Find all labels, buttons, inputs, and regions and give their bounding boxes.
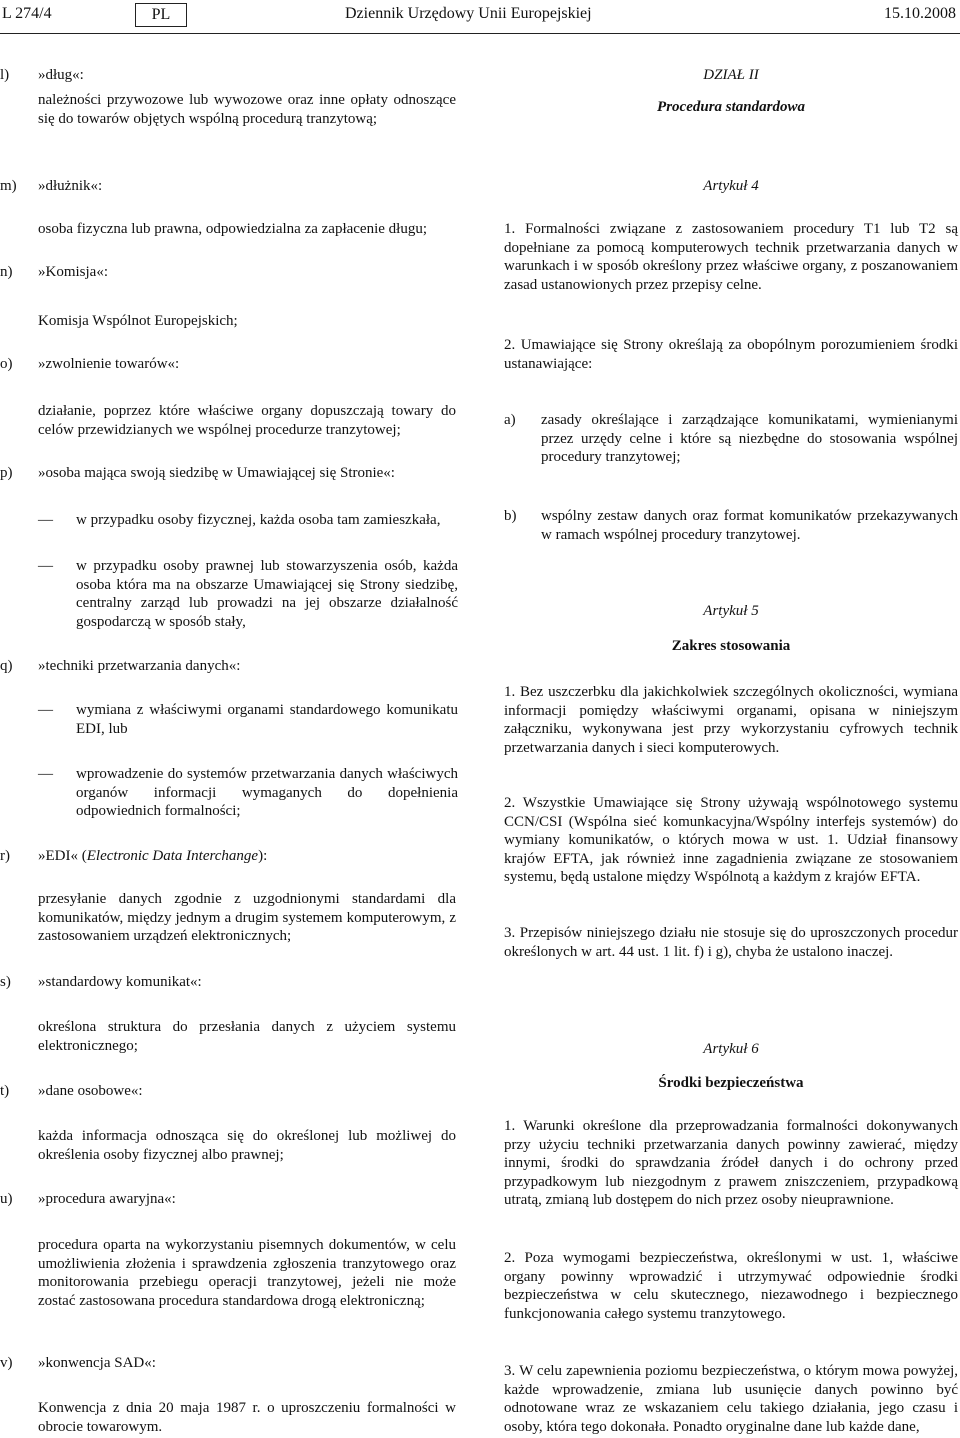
article-4-heading: Artykuł 4 xyxy=(703,178,759,194)
definition-letter: n) xyxy=(0,264,13,280)
article-6-heading: Artykuł 6 xyxy=(703,1041,759,1057)
definition-letter: r) xyxy=(0,848,10,864)
item-text: zasady określające i zarządzające komunikatami, wymienianymi przez urzędy celne i które są niezbędne do stosowania wspólnej procedury tranzytowej; xyxy=(541,412,958,465)
definition-term-u xyxy=(0,1190,460,1210)
definition-term-text: »zwolnienie towarów«: xyxy=(38,356,180,372)
section-title: Procedura standardowa xyxy=(657,99,805,115)
definition-body-l: należności przywozowe lub wywozowe oraz inne opłaty odnoszące się do towarów objętych wspólną procedurą tranzytową; xyxy=(38,92,456,127)
definition-letter: t) xyxy=(0,1083,10,1099)
definition-term-text: »procedura awaryjna«: xyxy=(38,1191,176,1207)
em-dash: — xyxy=(38,512,53,528)
article-6-paragraph-1: 1. Warunki określone dla przeprowadzania formalności dokonywanych przy użyciu techniki przetwarzania danych powinny zawierać, między innymi, środki do sprawdzania źródeł danych i do ochrony przed przypadkowym lub niezgodnym z prawem zniszczeniem, przypadkową utratą, zmianą lub dostępem do nich przez osoby nieuprawnione. xyxy=(504,1118,958,1208)
definition-letter: o) xyxy=(0,356,13,372)
em-dash: — xyxy=(38,702,53,718)
definition-term-r xyxy=(0,847,460,867)
definition-body-o: działanie, poprzez które właściwe organy dopuszczają towary do celów przewidzianych we wspólnej procedurze tranzytowej; xyxy=(38,403,456,438)
definition-term-q xyxy=(0,657,460,677)
article-4-paragraph-1: 1. Formalności związane z zastosowaniem procedury T1 lub T2 są dopełniane za pomocą komputerowych technik przetwarzania danych w warunkach i w sposób określony przez właściwe organy, z poszanowaniem zasad ustanowionych przez przepisy celne. xyxy=(504,221,958,293)
term-prefix: »EDI« ( xyxy=(38,848,87,864)
journal-title: Dziennik Urzędowy Unii Europejskiej xyxy=(345,5,592,22)
definition-term-text xyxy=(38,847,267,866)
definition-letter: v) xyxy=(0,1355,13,1371)
definition-body-n: Komisja Wspólnot Europejskich; xyxy=(38,313,238,329)
article-5-paragraph-1: 1. Bez uszczerbku dla jakichkolwiek szczególnych okoliczności, wymiana informacji pomiędzy właściwymi organami, opisana w niniejszym załączniku, wykonywana jest przy wykorzystaniu cyfrowych technik przetwarzania danych i sieci komputerowych. xyxy=(504,684,958,756)
dash-list-text: w przypadku osoby prawnej lub stowarzyszenia osób, każda osoba która ma na obszarze Umawiającej się Strony siedzibę, centralny zarząd lub prowadzi na jej obszarze działalność gospodarczą w sposób stały, xyxy=(76,558,458,630)
definition-letter: m) xyxy=(0,178,17,194)
dash-list-text: wprowadzenie do systemów przetwarzania danych właściwych organów informacji wymaganych do dopełnienia odpowiednich formalności; xyxy=(76,766,458,819)
definition-term-text: »konwencja SAD«: xyxy=(38,1355,156,1371)
definition-letter: l) xyxy=(0,67,10,83)
article-6-title: Środki bezpieczeństwa xyxy=(658,1075,804,1091)
definition-term-text: »standardowy komunikat«: xyxy=(38,974,202,990)
definition-letter: q) xyxy=(0,658,13,674)
em-dash: — xyxy=(38,766,53,782)
definition-term-o xyxy=(0,355,460,375)
em-dash: — xyxy=(38,558,53,574)
article-4-paragraph-2: 2. Umawiające się Strony określają za obopólnym porozumieniem środki ustanawiające: xyxy=(504,337,958,372)
definition-body-t: każda informacja odnosząca się do określonej lub możliwej do określenia osoby fizycznej albo prawnej; xyxy=(38,1128,456,1163)
definition-term-t xyxy=(0,1082,460,1102)
definition-term-v xyxy=(0,1354,460,1374)
item-letter: b) xyxy=(504,508,517,524)
definition-term-text: »osoba mająca swoją siedzibę w Umawiającej się Stronie«: xyxy=(38,465,395,481)
article-5-title: Zakres stosowania xyxy=(671,638,791,654)
item-text: wspólny zestaw danych oraz format komunikatów przekazywanych w ramach wspólnej procedury tranzytowej. xyxy=(541,508,958,543)
definition-letter: s) xyxy=(0,974,11,990)
definition-term-text: »dług«: xyxy=(38,67,84,83)
definition-term-l xyxy=(0,66,460,86)
item-letter: a) xyxy=(504,412,516,428)
definition-letter: p) xyxy=(0,465,13,481)
definition-letter: u) xyxy=(0,1191,13,1207)
definition-body-u: procedura oparta na wykorzystaniu pisemnych dokumentów, w celu umożliwienia złożenia i sprawdzenia zgłoszenia tranzytowego oraz monitorowania przebiegu operacji tranzytowej, jeżeli nie może zostać zastosowana procedura standardowa drogą elektroniczną; xyxy=(38,1237,456,1309)
publication-date: 15.10.2008 xyxy=(884,5,956,22)
article-6-paragraph-3: 3. W celu zapewnienia poziomu bezpieczeństwa, o którym mowa powyżej, każde wprowadzenie, zmiana lub usunięcie danych powinno być odnotowane wraz ze wskazaniem celu takiego działania, jego czasu i osoby, która tego dokonała. Ponadto oryginalne dane lub każde dane, xyxy=(504,1363,958,1435)
article-5-paragraph-3: 3. Przepisów niniejszego działu nie stosuje się do uproszczonych procedur określonych w art. 44 ust. 1 lit. f) i g), chyba że ustalono inaczej. xyxy=(504,925,958,960)
definition-body-s: określona struktura do przesłania danych z użyciem systemu elektronicznego; xyxy=(38,1019,456,1054)
article-6-paragraph-2: 2. Poza wymogami bezpieczeństwa, określonymi w ust. 1, właściwe organy powinny wprowadzić i utrzymywać odpowiednie środki bezpieczeństwa w celu skutecznego, niezawodnego i bezpiecznego funkcjonowania całego systemu tranzytowego. xyxy=(504,1250,958,1322)
definition-term-p xyxy=(0,464,460,484)
definition-body-m: osoba fizyczna lub prawna, odpowiedzialna za zapłacenie długu; xyxy=(38,221,427,237)
dash-list-text: w przypadku osoby fizycznej, każda osoba tam zamieszkała, xyxy=(76,512,441,528)
definition-term-m xyxy=(0,177,460,197)
term-italic: Electronic Data Interchange xyxy=(86,848,259,864)
language-code-box: PL xyxy=(135,3,187,27)
page-header xyxy=(0,0,960,34)
section-label: DZIAŁ II xyxy=(703,67,759,83)
term-suffix: ): xyxy=(258,848,268,864)
definition-body-v: Konwencja z dnia 20 maja 1987 r. o uproszczeniu formalności w obrocie towarowym. xyxy=(38,1400,456,1435)
definition-term-text: »Komisja«: xyxy=(38,264,108,280)
definition-term-s xyxy=(0,973,460,993)
dash-list-text: wymiana z właściwymi organami standardowego komunikatu EDI, lub xyxy=(76,702,458,737)
definition-term-text: »dane osobowe«: xyxy=(38,1083,143,1099)
definition-term-text: »techniki przetwarzania danych«: xyxy=(38,658,241,674)
definition-body-r: przesyłanie danych zgodnie z uzgodnionymi standardami dla komunikatów, między jednym a drugim systemem komputerowym, z zastosowaniem urządzeń elektronicznych; xyxy=(38,891,456,944)
article-5-paragraph-2: 2. Wszystkie Umawiające się Strony używają wspólnotowego systemu CCN/CSI (Wspólna sieć komunkacyjna/Wspólny interfejs systemów) do wymiany komunikatów, o których mowa w ust. 1. Udział finansowy krajów EFTA, jak również inne zagadnienia związane ze stosowaniem systemu, będą ustalone między Wspólnotą a każdym z krajów EFTA. xyxy=(504,795,958,885)
header-rule xyxy=(0,33,960,34)
definition-term-text: »dłużnik«: xyxy=(38,178,103,194)
article-5-heading: Artykuł 5 xyxy=(703,603,759,619)
page-reference: L 274/4 xyxy=(2,5,52,22)
definition-term-n xyxy=(0,263,460,283)
